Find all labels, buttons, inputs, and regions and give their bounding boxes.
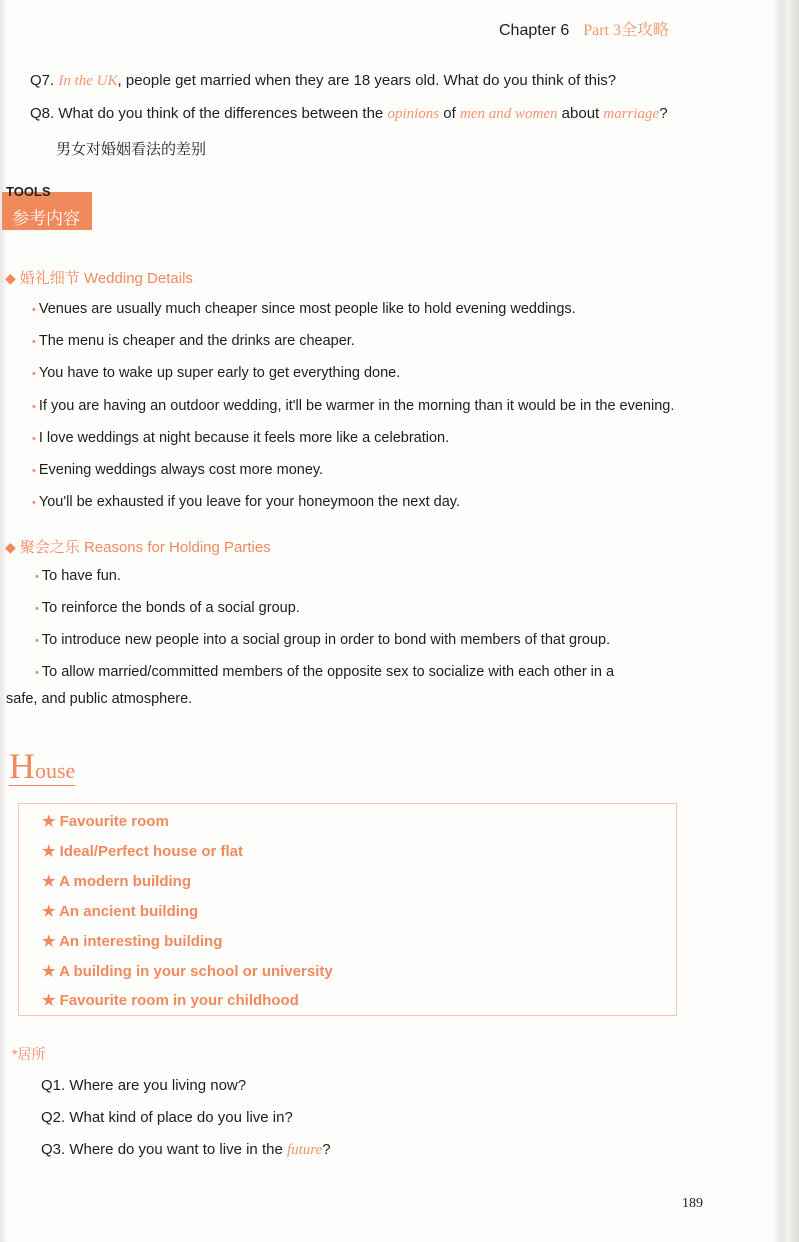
topic-item bbox=[42, 962, 333, 980]
bullet-text: Evening weddings always cost more money. bbox=[38, 462, 324, 478]
bullet-item bbox=[32, 301, 576, 317]
star-icon: ★ bbox=[42, 873, 60, 890]
topic-item bbox=[42, 812, 169, 830]
question-text: Q2. What kind of place do you live in? bbox=[41, 1109, 293, 1126]
section-title-house bbox=[9, 746, 76, 786]
question-q8 bbox=[30, 105, 668, 123]
bullet-item bbox=[32, 365, 400, 381]
bullet-dot-icon: • bbox=[35, 571, 39, 583]
highlighted-phrase: future bbox=[286, 1142, 323, 1158]
topic-item bbox=[42, 902, 198, 920]
question-text: about bbox=[557, 105, 604, 122]
residence-label: *居所 bbox=[12, 1046, 46, 1062]
star-icon: ★ bbox=[42, 813, 60, 830]
page-edge bbox=[771, 0, 799, 1242]
star-icon: ★ bbox=[42, 843, 60, 860]
topic-text: An ancient building bbox=[59, 903, 199, 920]
question-text: Q7. bbox=[30, 72, 59, 89]
bullet-dot-icon: • bbox=[32, 433, 36, 445]
house-title-rest: ouse bbox=[35, 758, 76, 783]
question-text: ? bbox=[659, 105, 668, 122]
bullet-dot-icon: • bbox=[32, 401, 36, 413]
bullet-text: To reinforce the bonds of a social group. bbox=[41, 600, 300, 616]
topic-item bbox=[42, 872, 191, 890]
house-initial: H bbox=[9, 746, 35, 786]
parties-heading-text: 聚会之乐 Reasons for Holding Parties bbox=[19, 539, 271, 556]
bullet-dot-icon: • bbox=[32, 368, 36, 380]
star-icon: ★ bbox=[42, 992, 60, 1009]
topic-text: A modern building bbox=[59, 873, 191, 890]
topic-item bbox=[42, 991, 299, 1009]
question-text: ? bbox=[322, 1141, 331, 1158]
wedding-heading bbox=[5, 267, 193, 288]
highlighted-phrase: opinions bbox=[387, 106, 440, 122]
question-text: Q1. Where are you living now? bbox=[41, 1077, 247, 1094]
star-icon: ★ bbox=[42, 933, 60, 950]
question-text: Q3. Where do you want to live in the bbox=[41, 1141, 287, 1158]
highlighted-phrase: In the UK bbox=[58, 73, 118, 89]
question-q2 bbox=[41, 1109, 293, 1126]
part-label: Part 3全攻略 bbox=[583, 22, 670, 39]
bullet-text: I love weddings at night because it feels more like a celebration. bbox=[38, 430, 450, 446]
chapter-label: Chapter 6 bbox=[499, 22, 570, 39]
question-q7 bbox=[30, 72, 616, 90]
bullet-text: To allow married/committed members of the opposite sex to socialize with each other in a bbox=[41, 664, 615, 680]
question-text: Q8. What do you think of the differences between the bbox=[30, 105, 388, 122]
bullet-item bbox=[32, 462, 323, 478]
bullet-text: Venues are usually much cheaper since most people like to hold evening weddings. bbox=[38, 301, 576, 317]
bullet-item bbox=[32, 430, 449, 446]
bullet-text: You have to wake up super early to get everything done. bbox=[38, 365, 401, 381]
wedding-heading-text: 婚礼细节 Wedding Details bbox=[19, 270, 193, 287]
bullet-item bbox=[32, 398, 674, 414]
topic-text: A building in your school or university bbox=[59, 963, 333, 980]
bullet-item bbox=[35, 568, 121, 584]
bullet-dot-icon: • bbox=[35, 667, 39, 679]
bullet-dot-icon: • bbox=[32, 465, 36, 477]
bullet-text: To introduce new people into a social group in order to bond with members of that group. bbox=[41, 632, 611, 648]
bullet-item bbox=[32, 333, 355, 349]
topic-text: An interesting building bbox=[59, 933, 223, 950]
topic-item bbox=[42, 842, 243, 860]
bullet-dot-icon: • bbox=[32, 304, 36, 316]
star-icon: ★ bbox=[42, 963, 60, 980]
question-text: , people get married when they are 18 years old. What do you think of this? bbox=[117, 72, 617, 89]
topic-text: Favourite room in your childhood bbox=[59, 992, 299, 1009]
topic-text: Favourite room bbox=[59, 813, 169, 830]
bullet-text: You'll be exhausted if you leave for your honeymoon the next day. bbox=[38, 494, 460, 510]
question-q3 bbox=[41, 1141, 331, 1159]
bullet-dot-icon: • bbox=[35, 635, 39, 647]
page-number: 189 bbox=[682, 1196, 703, 1211]
parties-heading bbox=[5, 536, 271, 557]
highlighted-phrase: marriage bbox=[603, 106, 660, 122]
parties-continuation: safe, and public atmosphere. bbox=[6, 691, 193, 707]
bullet-text: The menu is cheaper and the drinks are cheaper. bbox=[38, 333, 355, 349]
bullet-text: If you are having an outdoor wedding, it'll be warmer in the morning than it would be in the evening. bbox=[38, 398, 675, 414]
tools-badge bbox=[2, 184, 92, 230]
bullet-item bbox=[32, 494, 460, 510]
topic-text: Ideal/Perfect house or flat bbox=[59, 843, 244, 860]
running-header bbox=[499, 17, 669, 40]
tools-label: 参考内容 bbox=[12, 209, 80, 228]
diamond-icon: ◆ bbox=[5, 270, 16, 286]
diamond-icon: ◆ bbox=[5, 539, 16, 555]
tools-tag: TOOLS bbox=[6, 184, 51, 199]
bullet-dot-icon: • bbox=[35, 603, 39, 615]
topic-item bbox=[42, 932, 222, 950]
bullet-dot-icon: • bbox=[32, 497, 36, 509]
question-text: of bbox=[439, 105, 460, 122]
bullet-item bbox=[35, 632, 610, 648]
highlighted-phrase: men and women bbox=[460, 106, 558, 122]
bullet-item bbox=[35, 664, 614, 680]
bullet-item bbox=[35, 600, 300, 616]
q8-note: 男女对婚姻看法的差别 bbox=[56, 141, 207, 158]
star-icon: ★ bbox=[42, 903, 60, 920]
bullet-text: To have fun. bbox=[41, 568, 121, 584]
bullet-dot-icon: • bbox=[32, 336, 36, 348]
question-q1 bbox=[41, 1077, 246, 1094]
